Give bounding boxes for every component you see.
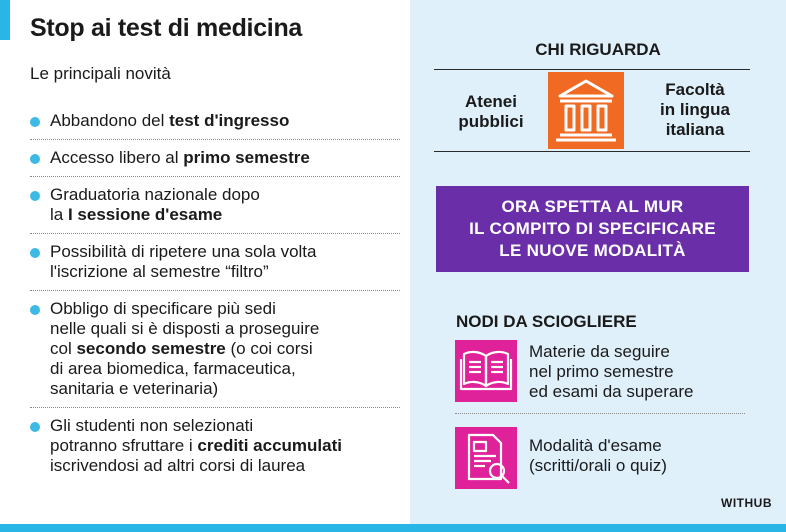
page-subtitle: Le principali novità (30, 64, 171, 83)
divider (434, 69, 750, 70)
nodi-heading: NODI DA SCIOGLIERE (456, 312, 637, 331)
atenei-label: Atenei pubblici (458, 92, 524, 131)
bullet-dot-icon (30, 305, 40, 315)
bullet-highlight: crediti accumulati (197, 436, 342, 455)
bullet-highlight: secondo semestre (76, 339, 226, 358)
bullet-highlight: I sessione d'esame (67, 205, 223, 224)
divider (455, 413, 745, 414)
page-title: Stop ai test di medicina (30, 14, 303, 42)
bullet-dot-icon (30, 191, 40, 201)
nodi-item-text: Modalità d'esame (scritti/orali o quiz) (529, 436, 667, 475)
news-list-item: Obbligo di specificare più sedi nelle quali si è disposti a proseguire col secondo semestre (o coi corsi di area biomedica, farmaceutica, sanitaria e veterinaria) (30, 299, 400, 408)
news-list-item: Gli studenti non selezionati potranno sfruttare i crediti accumulati iscrivendosi ad altri corsi di laurea (30, 416, 400, 484)
right-panel (410, 0, 786, 524)
chi-riguarda-heading: CHI RIGUARDA (535, 40, 661, 59)
bottom-accent-bar (0, 524, 786, 532)
news-list-item: Graduatoria nazionale dopo la I sessione d'esame (30, 185, 400, 234)
facolta-label: Facoltà in lingua italiana (660, 80, 730, 139)
bullet-highlight: test d'ingresso (169, 111, 290, 130)
bullet-dot-icon (30, 154, 40, 164)
bullet-highlight: primo semestre (183, 148, 310, 167)
bullet-dot-icon (30, 117, 40, 127)
mur-callout-box: ORA SPETTA AL MUR IL COMPITO DI SPECIFICARE LE NUOVE MODALITÀ (436, 186, 749, 272)
divider (434, 151, 750, 152)
bullet-dot-icon (30, 248, 40, 258)
document-magnifier-icon (455, 427, 517, 489)
news-list (30, 111, 400, 492)
news-list-item: Accesso libero al primo semestre (30, 148, 400, 177)
nodi-item-text: Materie da seguire nel primo semestre ed esami da superare (529, 342, 694, 401)
news-list-item: Possibilità di ripetere una sola volta l'iscrizione al semestre “filtro” (30, 242, 400, 291)
university-building-icon (548, 72, 624, 149)
open-book-icon (455, 340, 517, 402)
news-list-item: Abbandono del test d'ingresso (30, 111, 400, 140)
credit-logo: WITHUB (721, 496, 772, 510)
bullet-dot-icon (30, 422, 40, 432)
